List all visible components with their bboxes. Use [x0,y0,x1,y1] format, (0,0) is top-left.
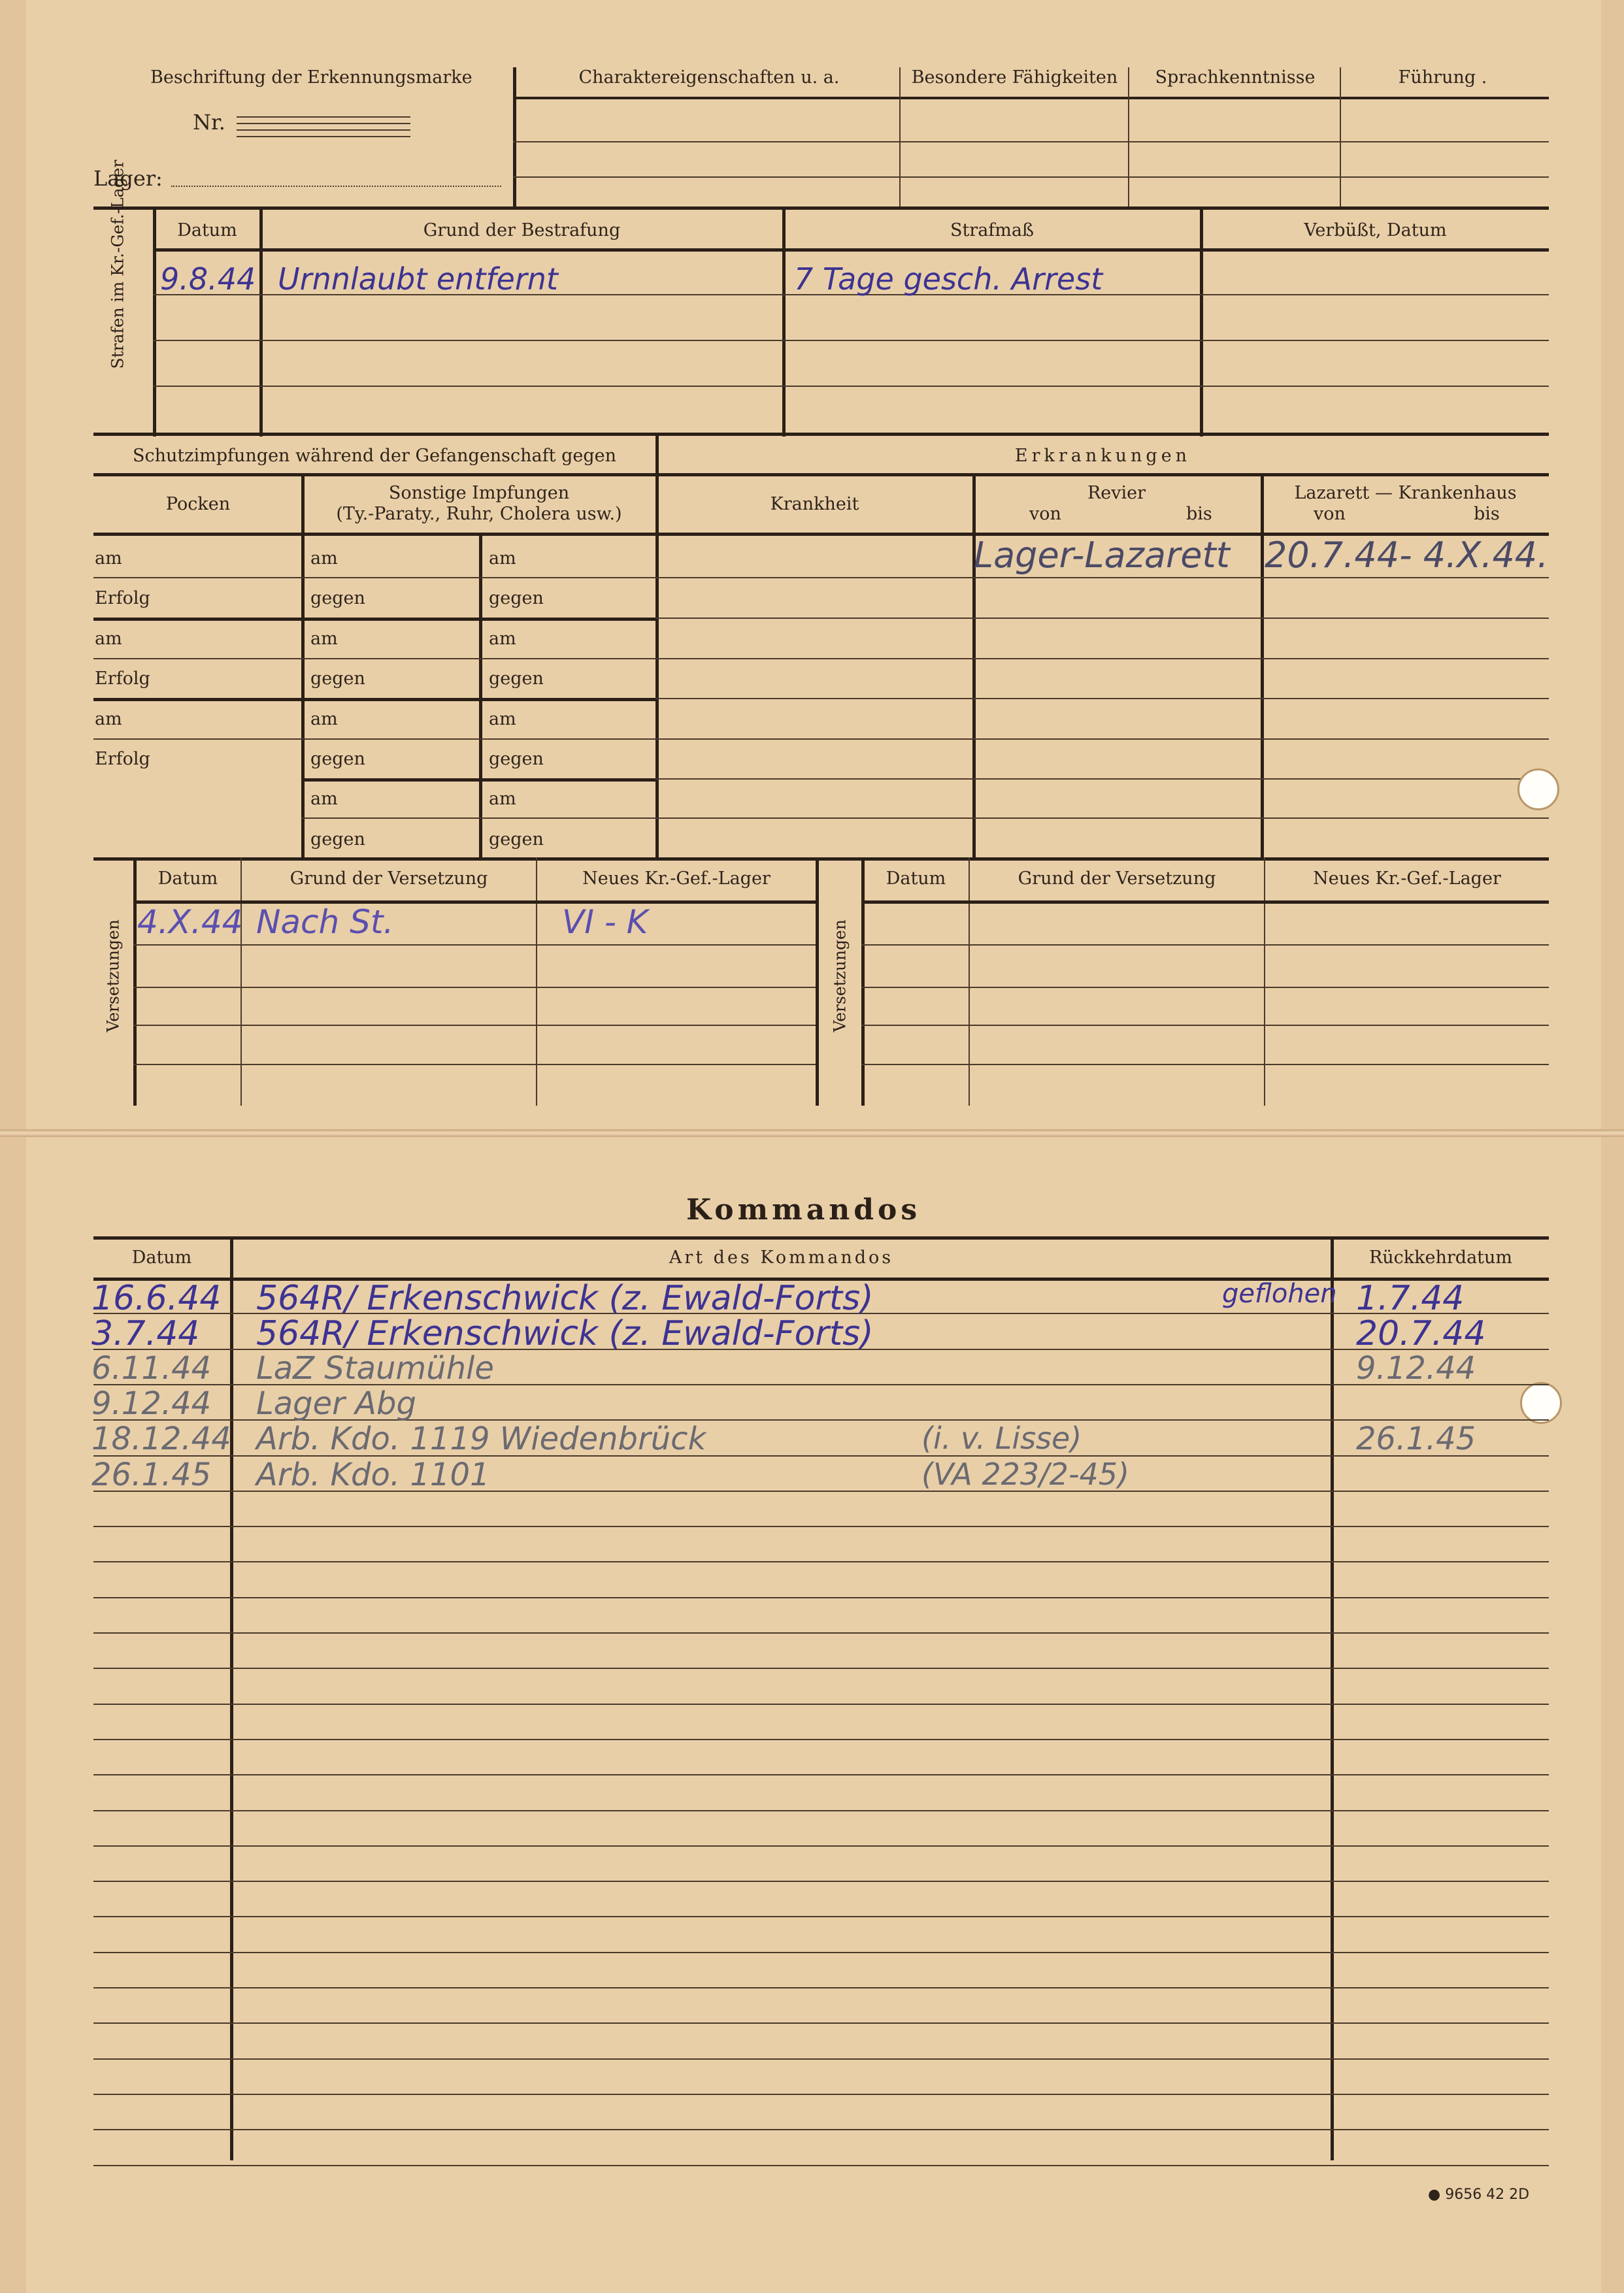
vers-header-lager-r: Neues Kr.-Gef.-Lager [1313,868,1501,889]
kommandos-header-datum: Datum [131,1247,192,1268]
kommando-art: Arb. Kdo. 1119 Wiedenbrück [256,1421,706,1457]
sonstige-header-2: (Ty.-Paraty., Ruhr, Cholera usw.) [336,504,622,524]
kommando-rueckkehr: 1.7.44 [1356,1279,1465,1318]
lager-label: Lager: [93,166,163,191]
sonst-am-b4: am [489,789,516,809]
kommandos-header-art: Art des Kommandos [669,1247,894,1268]
vers-header-grund-l: Grund der Versetzung [290,868,488,889]
kommando-note: (i. v. Lisse) [921,1421,1082,1456]
kommandos-row-line [93,1916,1549,1917]
kommando-rueckkehr: 20.7.44 [1356,1314,1486,1353]
revier-header: Revier [1087,483,1146,503]
revier-bis: bis [1186,504,1212,524]
col-charakter: Charaktereigenschaften u. a. [578,67,840,88]
lazarett-bis: bis [1474,504,1500,524]
sonstige-header-1: Sonstige Impfungen [388,483,570,503]
kommando-datum: 18.12.44 [91,1421,231,1457]
vers-header-lager-l: Neues Kr.-Gef.-Lager [582,868,771,889]
vers-header-grund-r: Grund der Versetzung [1018,868,1216,889]
sonst-gegen-a1: gegen [310,588,365,608]
kommando-art: LaZ Staumühle [256,1350,494,1387]
strafen-header-strafmass: Strafmaß [950,220,1035,240]
versetzungen-side-label-left: Versetzungen [103,919,123,1032]
sonst-gegen-b4: gegen [489,829,544,850]
kommando-datum: 3.7.44 [91,1314,200,1353]
kommandos-title: Kommandos [686,1193,921,1227]
sonst-gegen-a4: gegen [310,829,365,850]
kommandos-row-line [93,1987,1549,1988]
vers-datum: 4.X.44 [137,903,243,941]
kommandos-row-line [93,2058,1549,2060]
impf-am-1: am [95,548,122,569]
kommando-rueckkehr: 9.12.44 [1356,1350,1476,1387]
sonst-gegen-b2: gegen [489,668,544,689]
kommandos-row-line [93,1526,1549,1527]
impf-am-2: am [95,629,122,649]
sonst-am-a4: am [310,789,338,809]
erkennungsmarke-label: Beschriftung der Erkennungsmarke [150,67,472,88]
kommandos-row-line [93,1810,1549,1811]
kommando-note: (VA 223/2-45) [921,1457,1130,1492]
kommandos-row-line [93,1561,1549,1562]
vers-header-datum-l: Datum [157,868,218,889]
vers-header-datum-r: Datum [886,868,946,889]
kommandos-row-line [93,2094,1549,2095]
kommandos-header-rueckkehr: Rückkehrdatum [1368,1247,1513,1268]
col-fuehrung: Führung . [1398,67,1487,88]
sonst-gegen-a3: gegen [310,749,365,769]
strafen-header-grund: Grund der Bestrafung [423,220,621,240]
vers-lager: VI - K [562,903,648,941]
pocken-header: Pocken [165,494,231,514]
sonst-am-b2: am [489,629,516,649]
strafen-grund: Urnnlaubt entfernt [278,261,558,297]
punch-hole-bottom [1520,1382,1562,1424]
kommandos-row-line [93,1952,1549,1953]
sonst-am-a3: am [310,709,338,729]
kommandos-row-line [93,2129,1549,2130]
krankheit-header: Krankheit [770,494,859,514]
sonst-am-a2: am [310,629,338,649]
kommandos-row-line [93,1597,1549,1598]
footer-code: ● 9656 42 2D [1428,2186,1530,2203]
sonst-gegen-b3: gegen [489,749,544,769]
kommando-datum: 6.11.44 [91,1350,212,1387]
kommandos-row-line [93,1704,1549,1705]
kommandos-row-line [93,1881,1549,1882]
lazarett-header: Lazarett — Krankenhaus [1294,483,1517,503]
sonst-gegen-a2: gegen [310,668,365,689]
kommandos-row-line [93,1845,1549,1847]
kommandos-row-line [93,2022,1549,2024]
punch-hole-top [1517,768,1559,810]
fold-line [0,1129,1624,1137]
kommando-art: 564R/ Erkenschwick (z. Ewald-Forts) [256,1279,874,1318]
kommando-datum: 26.1.45 [91,1457,212,1493]
sonst-am-b1: am [489,548,516,569]
kommando-art: Arb. Kdo. 1101 [256,1457,490,1493]
impfungen-title: Schutzimpfungen während der Gefangenschaft gegen [133,446,616,466]
kommando-note: geflohen [1222,1279,1337,1309]
kommandos-row-line [93,2165,1549,2166]
sonst-am-b3: am [489,709,516,729]
kommando-art: 564R/ Erkenschwick (z. Ewald-Forts) [256,1314,874,1353]
kommandos-row-line [93,1739,1549,1740]
versetzungen-side-label-right: Versetzungen [830,919,850,1032]
kommando-art: Lager Abg [256,1385,416,1422]
nr-label: Nr. [193,110,225,135]
strafen-header-datum: Datum [177,220,237,240]
lazarett-von: von [1314,504,1346,524]
kommandos-row-line [93,1632,1549,1634]
kommando-rueckkehr: 26.1.45 [1356,1421,1476,1457]
erkrankung-lazarett-entry: 20.7.44- 4.X.44. [1265,535,1549,576]
strafen-strafmass: 7 Tage gesch. Arrest [794,261,1103,297]
impf-erfolg-3: Erfolg [95,749,150,769]
strafen-side-label: Strafen im Kr.-Gef.-Lager [108,159,127,369]
col-sprach: Sprachkenntnisse [1155,67,1316,88]
impf-erfolg-1: Erfolg [95,588,150,608]
erkrankungen-title: Erkrankungen [1014,446,1191,466]
kommando-datum: 16.6.44 [91,1279,222,1318]
vers-grund: Nach St. [256,903,394,941]
kommandos-row-line [93,1774,1549,1775]
impf-erfolg-2: Erfolg [95,668,150,689]
kommandos-row-line [93,1668,1549,1669]
col-faehigkeiten: Besondere Fähigkeiten [911,67,1118,88]
sonst-am-a1: am [310,548,338,569]
impf-am-3: am [95,709,122,729]
sonst-gegen-b1: gegen [489,588,544,608]
strafen-header-verbuesst: Verbüßt, Datum [1304,220,1447,240]
revier-von: von [1029,504,1061,524]
strafen-datum: 9.8.44 [160,261,256,297]
kommando-datum: 9.12.44 [91,1385,212,1422]
erkrankung-revier-entry: Lager-Lazarett [974,535,1230,576]
